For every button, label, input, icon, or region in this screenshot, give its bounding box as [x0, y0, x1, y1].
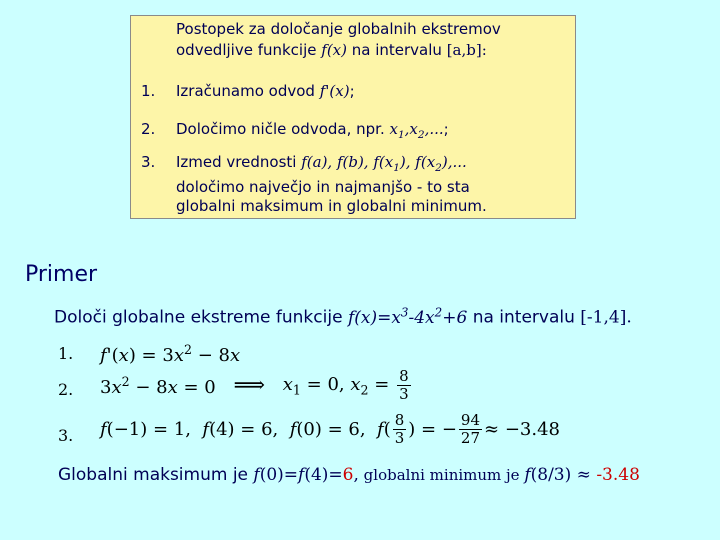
task-interval: [-1,4].: [580, 307, 632, 328]
step-number: 1.: [141, 82, 156, 100]
equation-3: f(−1) = 1, f(4) = 6, f(0) = 6, f( $\frac{8}{3}$ ) = − $\frac{94}{27}$ ≈ −3.48: [100, 411, 560, 447]
approx-value: ≈ −3.48: [484, 419, 560, 440]
title-fx: f(x): [321, 41, 347, 59]
numerator: 94: [460, 411, 481, 429]
denominator: 27: [460, 429, 481, 447]
procedure-box: [130, 15, 576, 219]
eq-number-3: 3.: [58, 426, 74, 445]
step-text-a: Določimo ničle odvoda, npr.: [176, 120, 390, 138]
example-heading: Primer: [25, 262, 98, 287]
step-text: [176, 82, 571, 101]
example-task: [54, 305, 632, 328]
step-text-b: ;: [349, 82, 355, 100]
task-text-2: na intervalu: [467, 307, 581, 328]
implies-arrow: ⟹: [233, 373, 266, 398]
approx-sign: ≈: [576, 465, 591, 485]
step-number: 3.: [141, 153, 156, 171]
eq-number-2: 2.: [58, 380, 74, 399]
step-text: [176, 153, 571, 216]
result-text: Globalni maksimum je: [58, 465, 254, 485]
numerator: 8: [399, 367, 409, 385]
step-math: f'(x): [319, 82, 350, 100]
step-number: 2.: [141, 120, 156, 138]
step-3-line-3: globalni maksimum in globalni minimum.: [176, 197, 487, 215]
title-text: odvedljive funkcije: [176, 41, 322, 59]
fraction-94-27: [459, 412, 482, 447]
task-text: Določi globalne ekstreme funkcije: [54, 307, 348, 328]
title-line-2: [176, 40, 571, 61]
step-3-line-2: določimo največjo in najmanjšo - to sta: [176, 178, 470, 196]
title-text-2: na intervalu: [346, 41, 447, 59]
step-text-b: ;: [443, 120, 449, 138]
result-line: [58, 465, 640, 485]
equation-1: $f'(x) = 3x^2 - 8x$: [100, 342, 241, 366]
equation-2: $3x^2 - 8x = 0$ ⟹ $x_1 = 0$, $x_2$ = $\frac{8}{3}$: [100, 367, 409, 403]
title-line-1: Postopek za določanje globalnih ekstremov: [176, 20, 501, 38]
denominator: 3: [399, 385, 409, 403]
fraction-8-3: [397, 368, 411, 403]
result-text-2: globalni minimum je: [358, 466, 525, 484]
fraction-8-3-arg: $\frac{8}{3}$: [394, 411, 405, 447]
step-text: [176, 120, 571, 145]
result-max: f(0)=f(4)=6,: [253, 465, 359, 485]
result-min-value: -3.48: [596, 465, 640, 485]
step-text-a: Izračunamo odvod: [176, 82, 320, 100]
eq-number-1: 1.: [58, 344, 74, 363]
procedure-title: [176, 19, 571, 61]
step-math: $x_1,x_2$,...: [389, 120, 444, 141]
title-interval: [a,b]:: [446, 41, 487, 59]
task-function: $f(x)=x^3-4x^2+6$: [347, 305, 468, 328]
result-min: f(8/3) ≈ -3.48: [524, 465, 640, 485]
step-3-line-1: Izmed vrednosti f(a), f(b), $f(x_1)$, $f(x_2)$,...: [176, 153, 467, 174]
